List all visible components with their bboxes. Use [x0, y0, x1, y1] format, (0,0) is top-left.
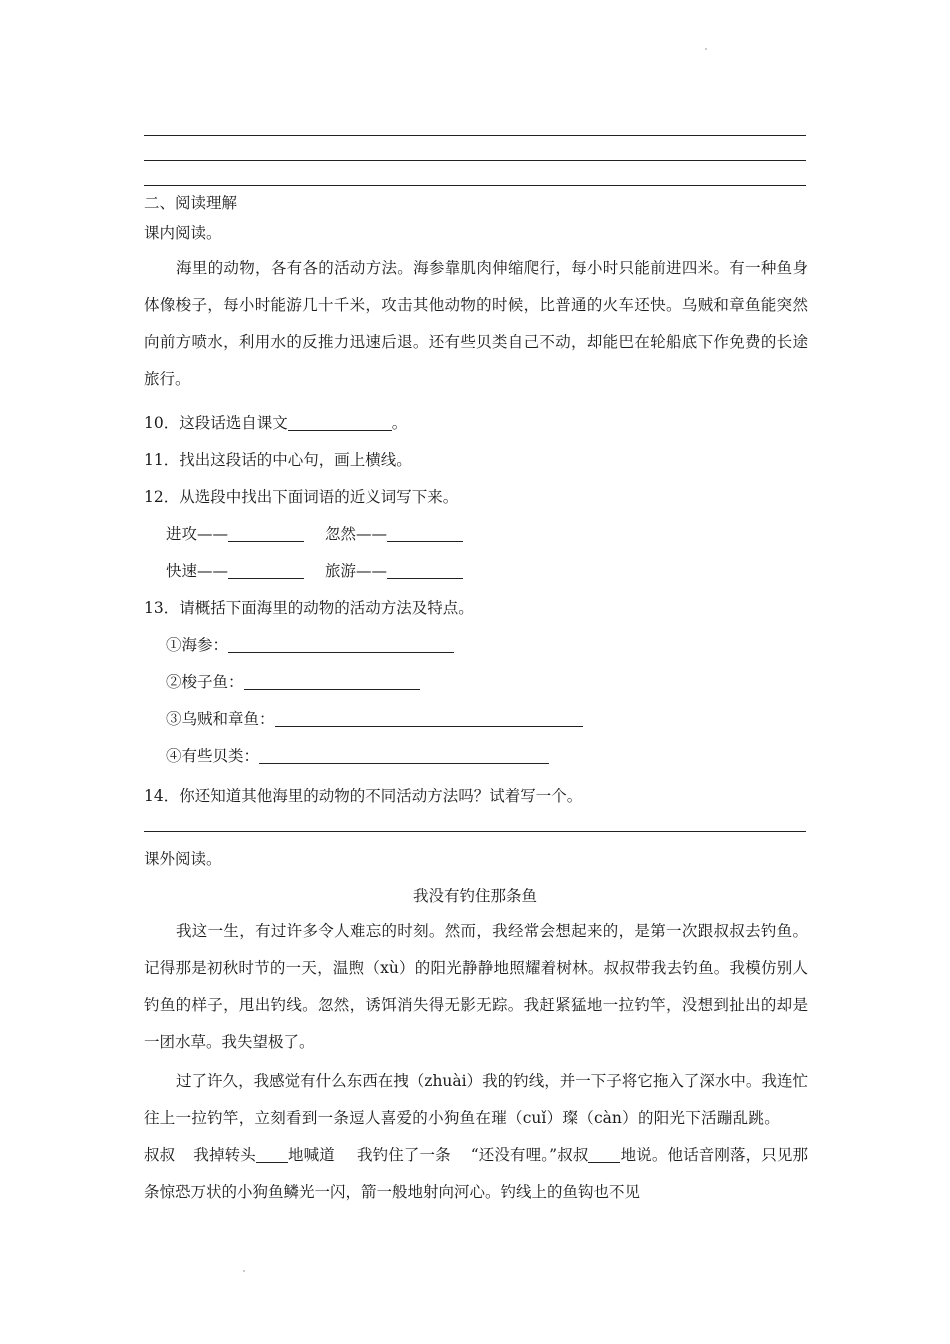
- question-11: 11．找出这段话的中心句，画上横线。: [144, 451, 412, 469]
- answer-blank[interactable]: [244, 673, 420, 690]
- answer-line[interactable]: [144, 185, 806, 186]
- out-class-label: 课外阅读。: [144, 850, 222, 868]
- word-label: 忽然——: [325, 525, 388, 543]
- p2-text: 我钓住了一条: [356, 1146, 451, 1164]
- question-13: 13．请概括下面海里的动物的活动方法及特点。: [144, 599, 474, 617]
- q12-word-1: [166, 522, 304, 544]
- answer-line[interactable]: [144, 831, 806, 832]
- q12-word-4: [325, 559, 463, 581]
- word-label: 旅游——: [325, 562, 388, 580]
- p2-text: 地喊道: [287, 1146, 335, 1164]
- p2-text: 叔叔: [144, 1146, 176, 1164]
- answer-blank[interactable]: [256, 1146, 288, 1163]
- question-10: [144, 411, 407, 433]
- p2-text: 地说。他话音刚落，只见那条惊恐万状的小狗鱼鳞光一闪，箭一般地射向河心。钓线上的鱼钩也不见: [144, 1146, 808, 1201]
- scan-dot: [243, 1270, 245, 1272]
- p2-text: 过了许久，我感觉有什么东西在拽（zhuài）我的钓线，并一下子将它拖入了深水中。我连忙往上一拉钓竿，立刻看到一条逗人喜爱的小狗鱼在璀（cuǐ）璨（càn）的阳光下活蹦乱跳。: [144, 1072, 808, 1127]
- story-title: 我没有钓住那条鱼: [412, 887, 537, 905]
- answer-line[interactable]: [144, 135, 806, 136]
- question-10-text: 10．这段话选自课文: [144, 414, 288, 432]
- item-label: ④有些贝类：: [166, 747, 260, 765]
- answer-blank[interactable]: [387, 525, 463, 542]
- section-title: 二、阅读理解: [144, 194, 238, 212]
- answer-blank[interactable]: [588, 1146, 620, 1163]
- item-label: ②梭子鱼：: [166, 673, 244, 691]
- in-class-label: 课内阅读。: [144, 224, 222, 242]
- item-label: ①海参：: [166, 636, 229, 654]
- item-label: ③乌贼和章鱼：: [166, 710, 275, 728]
- answer-blank[interactable]: [259, 747, 549, 764]
- q12-word-2: [325, 522, 463, 544]
- q13-item-1: [166, 633, 454, 655]
- p2-text: 我掉转头: [193, 1146, 256, 1164]
- word-label: 快速——: [166, 562, 229, 580]
- answer-blank[interactable]: [228, 636, 454, 653]
- p2-text: “还没有哩。”叔叔: [470, 1146, 589, 1164]
- answer-blank[interactable]: [228, 525, 304, 542]
- in-class-passage: 海里的动物，各有各的活动方法。海参靠肌肉伸缩爬行，每小时只能前进四米。有一种鱼身体像梭子，每小时能游几十千米，攻击其他动物的时候，比普通的火车还快。乌贼和章鱼能突然向前方喷水，利用水的反推力迅速后退。还有些贝类自己不动，却能巴在轮船底下作免费的长途旅行。: [144, 259, 808, 388]
- answer-blank[interactable]: [275, 710, 583, 727]
- answer-blank[interactable]: [387, 562, 463, 579]
- scan-dot: [705, 48, 707, 50]
- answer-line[interactable]: [144, 160, 806, 161]
- q13-item-4: [166, 744, 549, 766]
- answer-blank[interactable]: [228, 562, 304, 579]
- q12-word-3: [166, 559, 304, 581]
- q13-item-3: [166, 707, 583, 729]
- story-paragraph-2: [144, 1063, 808, 1211]
- question-14: 14．你还知道其他海里的动物的不同活动方法吗？试着写一个。: [144, 787, 583, 805]
- answer-blank[interactable]: [288, 414, 392, 431]
- question-12: 12．从选段中找出下面词语的近义词写下来。: [144, 488, 459, 506]
- question-10-end: 。: [391, 414, 408, 432]
- q13-item-2: [166, 670, 420, 692]
- word-label: 进攻——: [166, 525, 229, 543]
- story-paragraph-1: 我这一生，有过许多令人难忘的时刻。然而，我经常会想起来的，是第一次跟叔叔去钓鱼。记得那是初秋时节的一天，温煦（xù）的阳光静静地照耀着树林。叔叔带我去钓鱼。我模仿别人钓鱼的样子，甩出钓线。忽然，诱饵消失得无影无踪。我赶紧猛地一拉钓竿，没想到扯出的却是一团水草。我失望极了。: [144, 922, 808, 1051]
